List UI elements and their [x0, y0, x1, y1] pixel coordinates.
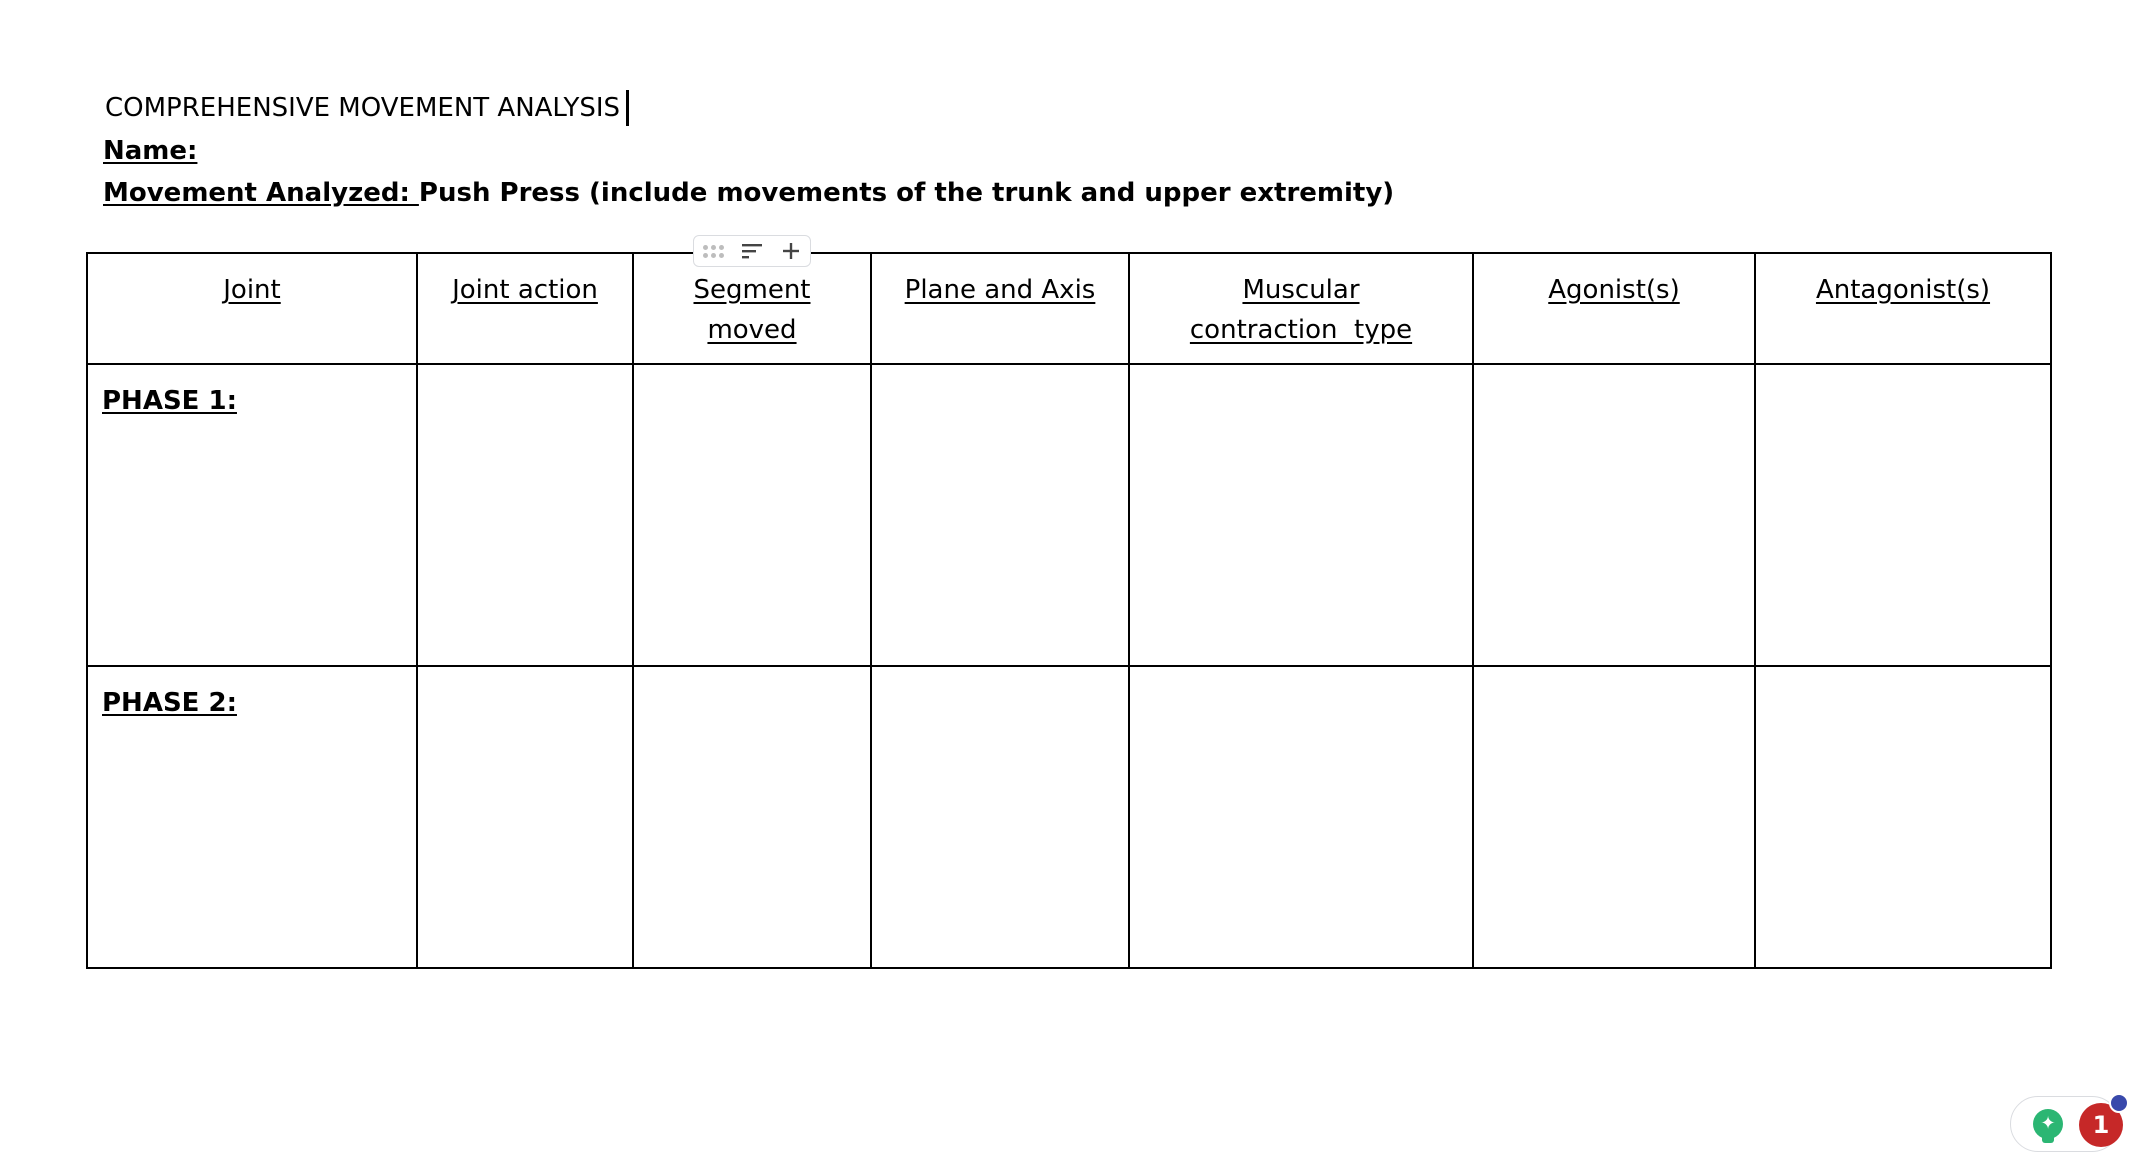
name-line [103, 133, 197, 169]
table-cell[interactable] [633, 666, 871, 968]
table-header-row [87, 253, 2051, 364]
movement-line [103, 175, 1394, 211]
header-antagonists-text: Antagonist(s) [1815, 275, 1991, 305]
table-cell[interactable] [1755, 364, 2051, 666]
movement-analysis-table [86, 252, 2052, 969]
header-cell-joint[interactable] [87, 253, 417, 364]
table-cell[interactable] [1129, 364, 1473, 666]
table-cell[interactable] [417, 364, 633, 666]
table-row-phase-2 [87, 666, 2051, 968]
table-row-phase-1 [87, 364, 2051, 666]
table-toolbar [693, 235, 811, 267]
notification-badge[interactable]: 1 [2079, 1103, 2123, 1147]
table-cell[interactable] [1473, 666, 1755, 968]
movement-value: Push Press (include movements of the trunk and upper extremity) [418, 178, 1395, 208]
header-joint-text: Joint [223, 275, 281, 305]
table-cell[interactable] [1473, 364, 1755, 666]
table-cell[interactable] [1755, 666, 2051, 968]
phase-2-label-cell[interactable] [87, 666, 417, 968]
header-segment-line2: moved [707, 315, 797, 345]
header-cell-antagonists[interactable] [1755, 253, 2051, 364]
status-dot-icon [2109, 1093, 2129, 1113]
phase-2-label: PHASE 2: [102, 688, 237, 718]
header-cell-agonists[interactable] [1473, 253, 1755, 364]
lightbulb-glyph: ✦ [2040, 1113, 2056, 1134]
plus-icon[interactable] [776, 238, 806, 264]
header-cell-segment-moved[interactable] [633, 253, 871, 364]
header-cell-joint-action[interactable] [417, 253, 633, 364]
table-cell[interactable] [633, 364, 871, 666]
phase-1-label-cell[interactable] [87, 364, 417, 666]
header-muscular-line2: contraction type [1189, 315, 1413, 345]
header-cell-muscular-contraction[interactable] [1129, 253, 1473, 364]
document-title [105, 90, 629, 126]
phase-1-label: PHASE 1: [102, 386, 237, 416]
header-joint-action-text: Joint action [452, 275, 598, 305]
drag-handle-icon[interactable] [698, 238, 728, 264]
table-cell[interactable] [871, 364, 1129, 666]
movement-label: Movement Analyzed: [103, 178, 419, 208]
table-cell[interactable] [871, 666, 1129, 968]
sort-lines-icon[interactable] [737, 238, 767, 264]
header-cell-plane-axis[interactable] [871, 253, 1129, 364]
assistant-widget[interactable] [2010, 1096, 2120, 1152]
table-cell[interactable] [417, 666, 633, 968]
header-agonists-text: Agonist(s) [1548, 275, 1680, 305]
table-cell[interactable] [1129, 666, 1473, 968]
name-label: Name: [103, 136, 198, 166]
header-segment-line1: Segment [693, 275, 811, 305]
header-plane-axis-text: Plane and Axis [904, 275, 1096, 305]
document-title-text: COMPREHENSIVE MOVEMENT ANALYSIS [105, 93, 621, 123]
header-muscular-line1: Muscular [1242, 275, 1360, 305]
text-cursor [626, 90, 629, 126]
